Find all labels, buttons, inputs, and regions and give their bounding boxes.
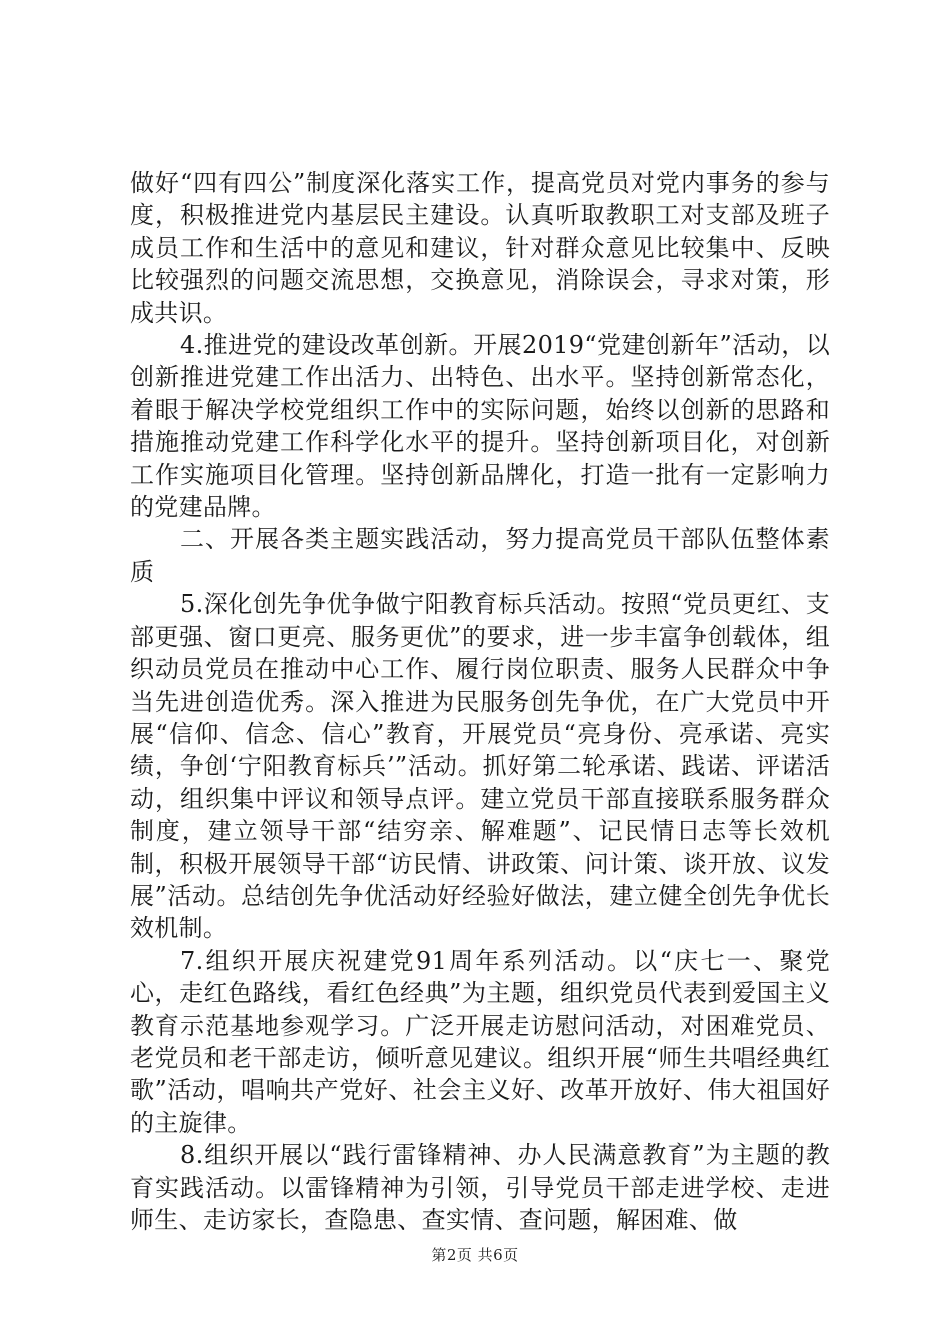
paragraph-item-4: 4.推进党的建设改革创新。开展2019“党建创新年”活动，以创新推进党建工作出活力、出特色、出水平。坚持创新常态化，着眼于解决学校党组织工作中的实际问题，始终以创新的思路和措施推动党建工作科学化水平的提升。坚持创新项目化，对创新工作实施项目化管理。坚持创新品牌化，打造一批有一定影响力的党建品牌。: [130, 331, 830, 522]
paragraph-item-5: 5.深化创先争优争做宁阳教育标兵活动。按照“党员更红、支部更强、窗口更亮、服务更优”的要求，进一步丰富争创载体，组织动员党员在推动中心工作、履行岗位职责、服务人民群众中争当先进创造优秀。深入推进为民服务创先争优，在广大党员中开展“信仰、信念、信心”教育，开展党员“亮身份、亮承诺、亮实绩，争创‘宁阳教育标兵’”活动。抓好第二轮承诺、践诺、评诺活动，组织集中评议和领导点评。建立党员干部直接联系服务群众制度，建立领导干部“结穷亲、解难题”、记民情日志等长效机制，积极开展领导干部“访民情、讲政策、问计策、谈开放、议发展”活动。总结创先争优活动好经验好做法，建立健全创先争优长效机制。: [130, 590, 830, 943]
document-body: [130, 167, 830, 1236]
section-heading-2: 二、开展各类主题实践活动，努力提高党员干部队伍整体素质: [130, 525, 830, 586]
paragraph-item-7: 7.组织开展庆祝建党91周年系列活动。以“庆七一、聚党心，走红色路线，看红色经典”为主题，组织党员代表到爱国主义教育示范基地参观学习。广泛开展走访慰问活动，对困难党员、老党员和老干部走访，倾听意见建议。组织开展“师生共唱经典红歌”活动，唱响共产党好、社会主义好、改革开放好、伟大祖国好的主旋律。: [130, 946, 830, 1137]
paragraph-item-8: 8.组织开展以“践行雷锋精神、办人民满意教育”为主题的教育实践活动。以雷锋精神为引领，引导党员干部走进学校、走进师生、走访家长，查隐患、查实情、查问题，解困难、做: [130, 1141, 830, 1234]
page-footer: 第2页 共6页: [431, 1246, 519, 1264]
paragraph-continued: 做好“四有四公”制度深化落实工作，提高党员对党内事务的参与度，积极推进党内基层民主建设。认真听取教职工对支部及班子成员工作和生活中的意见和建议，针对群众意见比较集中、反映比较强烈的问题交流思想，交换意见，消除误会，寻求对策，形成共识。: [130, 169, 830, 327]
